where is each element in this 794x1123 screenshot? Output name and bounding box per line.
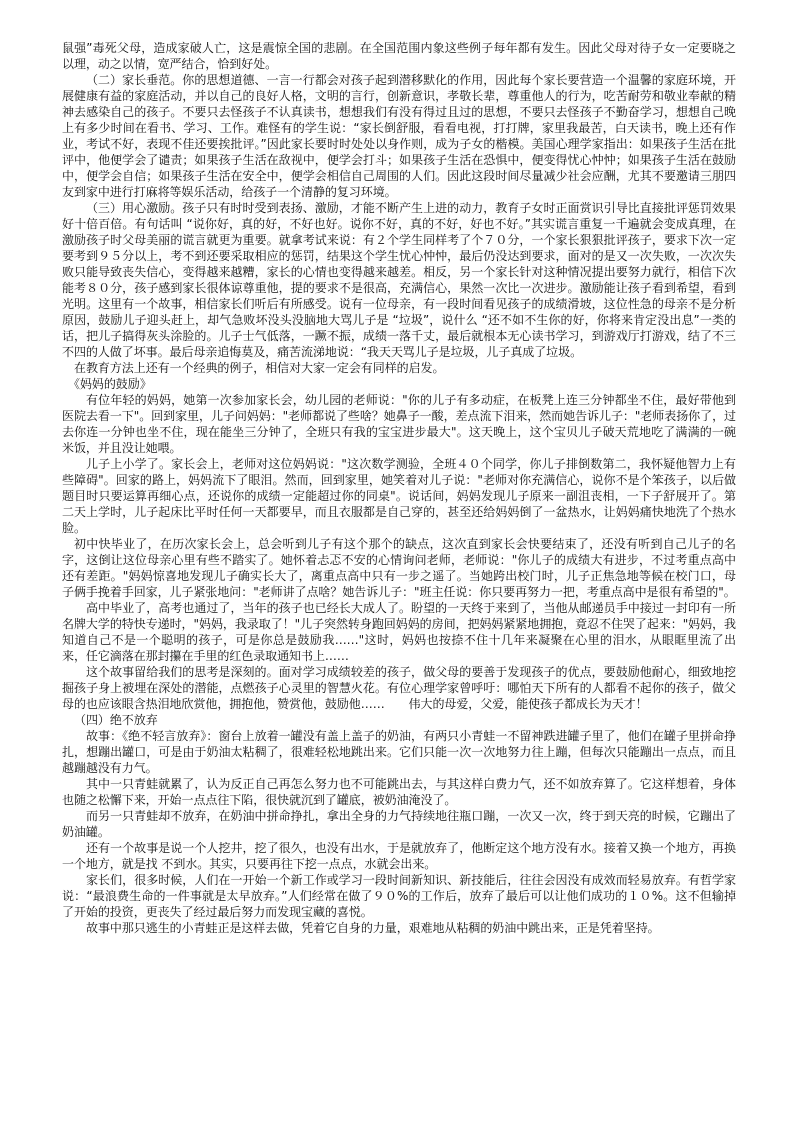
paragraph: 这个故事留给我们的思考是深刻的。面对学习成绩较差的孩子，做父母的要善于发现孩子的优点，要鼓励他耐心，细致地挖掘孩子身上被埋在深处的潜能，点燃孩子心灵里的智慧火花。有位心理学家曾呼吁：哪怕天下所有的人都看不起你的孩子，做父母的也应该眼含热泪地欣赏他，拥抱他，赞赏他，鼓励他…… 伟大的母爱，父爱，能使孩子都成长为天才！ [62, 665, 736, 711]
story-title: 《妈妈的鼓励》 [68, 377, 152, 391]
paragraph: 其中一只青蛙就累了，认为反正自己再怎么努力也不可能跳出去，与其这样白费力气，还不如放弃算了。它这样想着，身体也随之松懈下来，开始一点点往下陷，很快就沉到了罐底，被奶油淹没了。 [62, 777, 736, 807]
paragraph: 故事中那只逃生的小青蛙正是这样去做，凭着它自身的力量，艰难地从粘稠的奶油中跳出来，正是凭着坚持。 [86, 921, 660, 935]
paragraph: 在教育方法上还有一个经典的例子，相信对大家一定会有同样的启发。 [74, 361, 445, 375]
paragraph: 而另一只青蛙却不放弃，在奶油中拼命挣扎，拿出全身的力气持续地往瓶口蹦，一次又一次，终于到天亮的时候，它蹦出了奶油罐。 [62, 809, 736, 839]
document-page [62, 40, 736, 936]
paragraph: 儿子上小学了。家长会上，老师对这位妈妈说："这次数学测验，全班４０个同学，你儿子排倒数第二，我怀疑他智力上有些障碍"。回家的路上，妈妈流下了眼泪。然而，回到家里，她笑着对儿子说："老师对你充满信心，说你不是个笨孩子，以后做题目时只要运算再细心点，还说你的成绩一定能超过你的同桌"。说话间，妈妈发现儿子原来一副沮丧相，一下子舒展开了。第二天上学时，儿子起床比平时任何一天都要早，而且衣服都是自己穿的，甚至还给妈妈倒了一盆热水，让妈妈痛快地洗了个热水脸。 [62, 457, 736, 535]
section-heading-never-give-up: （四）绝不放弃 [74, 713, 158, 727]
paragraph: 故事：《绝不轻言放弃》：窗台上放着一罐没有盖上盖子的奶油，有两只小青蛙一不留神跌进罐子里了，他们在罐子里拼命挣扎，想蹦出罐口，可是由于奶油太粘稠了，很难轻松地跳出来。它们只能一次一次地努力往上蹦，但每次只能蹦出一点点，而且越蹦越没有力气。 [62, 729, 736, 775]
paragraph: 鼠强”毒死父母，造成家破人亡，这是震惊全国的悲剧。在全国范围内象这些例子每年都有发生。因此父母对待子女一定要晓之以理，动之以情，宽严结合，恰到好处。 [62, 41, 736, 71]
paragraph: 家长们，很多时候，人们在一开始一个新工作或学习一段时间新知识、新技能后，往往会因没有成效而轻易放弃。有哲学家说：“最浪费生命的一件事就是太早放弃。”人们经常在做了９０%的工作后，放弃了最后可以让他们成功的１０%。这不但输掉了开始的投资，更丧失了经过最后努力而发现宝藏的喜悦。 [62, 873, 736, 919]
section-heading-encouragement: （三）用心激励。孩子只有时时受到表扬、激励，才能不断产生上进的动力，教育子女时正面赏识引导比直接批评惩罚效果好十倍百倍。有句话叫 “说你好，真的好，不好也好。说你不好，真的不好，好也不好。”其实谎言重复一千遍就会变成真理，在激励孩子时父母美丽的谎言就更为重要。就拿考试来说：有２个学生同样考了个７０分，一个家长狠狠批评孩子，要求下次一定要考到９５分以上，考不到还要采取相应的惩罚，结果这个学生忧心忡忡，最后仍没达到要求，面对的是又一次失败，一次次失败只能导致丧失信心，变得越来越糟，家长的心情也变得越来越差。相反，另一个家长针对这种情况提出要努力就行，相信下次能考８０分，孩子感到家长很体谅尊重他，提的要求不是很高，充满信心，果然一次比一次进步。激励能让孩子看到希望，看到光明。这里有一个故事，相信家长们听后有所感受。说有一位母亲，有一段时间看见孩子的成绩滑坡，这位性急的母亲不是分析原因，鼓励儿子迎头赶上，却气急败坏没头没脑地大骂儿子是 “垃圾”，说什么 “还不如不生你的好，你将来肯定没出息”一类的话，把儿子搞得灰头涂脸的。儿子士气低落，一蹶不振，成绩一落千丈，最后就根本无心读书学习，到游戏厅打游戏，结了不三不四的人做了坏事。最后母亲追悔莫及，痛苦流涕地说：“我天天骂儿子是垃圾，儿子真成了垃圾。 [62, 201, 736, 359]
section-heading-family-model: （二）家长垂范。你的思想道德、一言一行都会对孩子起到潜移默化的作用，因此每个家长要营造一个温馨的家庭环境，开展健康有益的家庭活动，并以自己的良好人格，文明的言行，创新意识，孝敬长辈，尊重他人的行为，吃苦耐劳和敬业奉献的精神去感染自己的孩子。不要只去怪孩子不认真读书，想想我们有没有得过且过的思想，不要只去怪孩子不勤奋学习，想想自己晚上有多少时间在看书、学习、工作。难怪有的学生说：“家长倒舒服，看看电视，打打牌，家里我最苦，白天读书，晚上还有作业，考试不好，表现不佳还要挨批评。”因此家长要时时处处以身作则，成为子女的楷模。美国心理学家指出：如果孩子生活在批评中，他便学会了谴责；如果孩子生活在敌视中，便学会打斗；如果孩子生活在恐惧中，便变得忧心忡忡；如果孩子生活在鼓励中，便学会自信；如果孩子生活在安全中，便学会相信自己周围的人们。因此这段时间尽量减少社会应酬，尤其不要邀请三朋四友到家中进行打麻将等娱乐活动，给孩子一个清静的复习环境。 [62, 73, 736, 199]
paragraph: 还有一个故事是说一个人挖井，挖了很久，也没有出水，于是就放弃了，他断定这个地方没有水。接着又换一个地方，再换一个地方，就是找 不到水。其实，只要再往下挖一点点，水就会出来。 [62, 841, 736, 871]
paragraph: 有位年轻的妈妈，她第一次参加家长会，幼儿园的老师说："你的儿子有多动症，在板凳上连三分钟都坐不住，最好带他到医院去看一下"。回到家里，儿子问妈妈："老师都说了些啥？她鼻子一酸，差点流下泪来，然而她告诉儿子："老师表扬你了，过去你连一分钟也坐不住，现在能坐三分钟了，全班只有我的宝宝进步最大"。这天晚上，这个宝贝儿子破天荒地吃了满满的一碗米饭，并且没让她喂。 [62, 393, 736, 455]
paragraph: 初中快毕业了，在历次家长会上，总会听到儿子有这个那个的缺点，这次直到家长会快要结束了，还没有听到自己儿子的名字，这倒让这位母亲心里有些不踏实了。她怀着忐忑不安的心情询问老师，老师说："你儿子的成绩大有进步，不过考重点高中还有差距。"妈妈惊喜地发现儿子确实长大了，离重点高中只有一步之遥了。当她跨出校门时，儿子正焦急地等候在校门口，母子俩手挽着手回家，儿子紧张地问："老师讲了点啥？她告诉儿子："班主任说：你只要再努力一把，考重点高中是很有希望的"。 [62, 537, 736, 599]
paragraph: 高中毕业了，高考也通过了，当年的孩子也已经长大成人了。盼望的一天终于来到了，当他从邮递员手中接过一封印有一所名牌大学的特快专递时，"妈妈，我录取了！"儿子突然转身跑回妈妈的房间，把妈妈紧紧地拥抱，竟忍不住哭了起来："妈妈，我知道自己不是一个聪明的孩子，可是你总是鼓励我……"这时，妈妈也按捺不住十几年来凝聚在心里的泪水，从眼眶里流了出来，任它滴落在那封攥在手里的红色录取通知书上…… [62, 601, 736, 663]
